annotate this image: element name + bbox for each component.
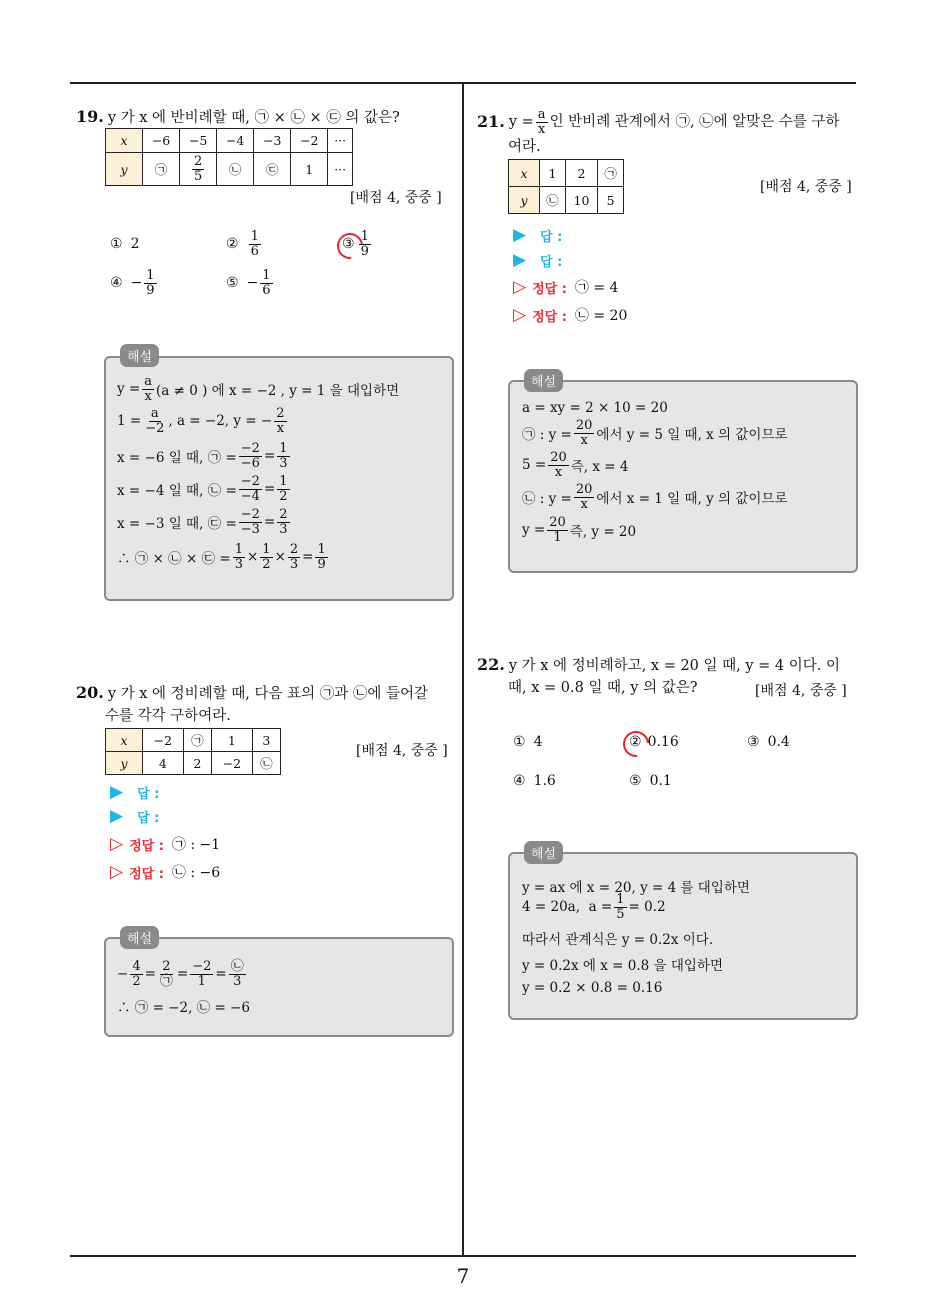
q20-table-cell: 4 <box>143 752 184 775</box>
q20-table-cell: ㉡ <box>252 752 280 775</box>
q21-table-cell: 1 <box>540 160 566 187</box>
q19-table-cell: ··· <box>328 153 353 186</box>
q21-solution-line: ㉠ : y = $\frac{20}{x}$ 에서 y = 5 일 때, x 의 값이므로 <box>522 418 788 448</box>
correct-arrow-icon: ▷ <box>513 305 527 325</box>
q19-solution-line: 1 = $\frac{a}{-2}$ , a = −2, y = − $\frac{2}{x}$ <box>117 406 285 436</box>
q19-solution-line: y = $\frac{a}{x}$ (a ≠ 0 ) 에 x = −2 , y = 1 을 대입하면 <box>117 374 400 404</box>
q21-answer-row: ▶ 답 : <box>513 225 563 245</box>
q19-solution-line: ∴ ㉠ × ㉡ × ㉢ = $\frac{1}{3}$ × $\frac{1}{2}$ × $\frac{2}{3}$ = $\frac{1}{9}$ <box>117 542 326 572</box>
q21-table-cell: ㉡ <box>540 187 566 214</box>
q19-choice-3[interactable]: ③ $\frac{1}{9}$ <box>342 229 369 259</box>
q21-table-cell: 10 <box>565 187 597 214</box>
q20-answer-row: ▶ 답 : <box>110 806 160 826</box>
q21-stem: 21. y = $\frac{a}{x}$ 인 반비례 관계에서 ㉠, ㉡에 알맞은 수를 구하 여라. <box>477 107 840 156</box>
q20-stem <box>76 682 456 727</box>
q20-table-cell: y <box>106 752 143 775</box>
q19-table-cell: ··· <box>328 129 353 153</box>
q22-choice-1[interactable]: ① 4 <box>513 734 543 750</box>
q20-solution-line: ∴ ㉠ = −2, ㉡ = −6 <box>117 1000 250 1016</box>
q19-solution-tag: 해설 <box>120 344 159 367</box>
bottom-rule <box>70 1255 856 1257</box>
q19-stem <box>76 106 400 129</box>
column-divider <box>462 83 464 1256</box>
q22-solution-line: 4 = 20a, a = $\frac{1}{5}$ = 0.2 <box>522 892 666 922</box>
q20-solution-line: − $\frac{4}{2}$ = $\frac{2}{㉠}$ = $\frac{-2}{1}$ = $\frac{㉡}{3}$ <box>117 959 244 989</box>
q19-score: [배점 4, 중중 ] <box>350 190 442 206</box>
q22-choice-3[interactable]: ③ 0.4 <box>747 734 790 750</box>
q21-correct-row: ▷ 정답 : ㉡ = 20 <box>513 305 628 325</box>
q19-table-cell: 1 <box>291 153 328 186</box>
page-number: 7 <box>456 1264 470 1288</box>
q19-table-cell: ㉠ <box>143 153 180 186</box>
q21-score: [배점 4, 중중 ] <box>760 179 852 195</box>
q19-table-cell: ㉢ <box>254 153 291 186</box>
q19-table-cell: −3 <box>254 129 291 153</box>
q20-table-cell: x <box>106 729 143 752</box>
q19-table-cell <box>180 153 217 186</box>
q19-choice-4[interactable]: ④ − $\frac{1}{9}$ <box>110 268 155 298</box>
q21-solution-line: ㉡ : y = $\frac{20}{x}$ 에서 x = 1 일 때, y 의 값이므로 <box>522 482 788 512</box>
q19-table-cell: −4 <box>217 129 254 153</box>
q21-table-cell: x <box>509 160 540 187</box>
q19-number: 19. <box>76 107 104 126</box>
q19-solution-line: x = −4 일 때, ㉡ = $\frac{-2}{-4}$ = $\frac{1}{2}$ <box>117 474 288 504</box>
q22-choice-5[interactable]: ⑤ 0.1 <box>629 773 672 789</box>
q21-table-cell: y <box>509 187 540 214</box>
q20-answer-row: ▶ 답 : <box>110 782 160 802</box>
q19-choice-5[interactable]: ⑤ − $\frac{1}{6}$ <box>226 268 271 298</box>
q21-table-cell: ㉠ <box>598 160 624 187</box>
q20-table-cell: ㉠ <box>183 729 211 752</box>
q22-score: [배점 4, 중중 ] <box>755 683 847 699</box>
q21-solution-tag: 해설 <box>524 369 563 392</box>
q20-table-cell: −2 <box>143 729 184 752</box>
q20-number: 20. <box>76 683 104 702</box>
correct-arrow-icon: ▷ <box>110 834 124 854</box>
q22-number: 22. <box>477 655 505 674</box>
q20-table <box>105 728 281 775</box>
q19-table-cell: y <box>106 153 143 186</box>
q21-correct-row: ▷ 정답 : ㉠ = 4 <box>513 277 619 297</box>
q20-table-cell: −2 <box>211 752 252 775</box>
q21-solution-line: y = $\frac{20}{1}$ 즉, y = 20 <box>522 515 637 545</box>
q20-correct-row: ▷ 정답 : ㉡ : −6 <box>110 862 221 882</box>
q21-answer-row: ▶ 답 : <box>513 250 563 270</box>
q19-solution-line: x = −6 일 때, ㉠ = $\frac{-2}{-6}$ = $\frac{1}{3}$ <box>117 441 288 471</box>
q21-number: 21. <box>477 112 505 132</box>
q21-table-cell: 5 <box>598 187 624 214</box>
q19-table-cell: −2 <box>291 129 328 153</box>
q22-text: 때, x = 0.8 일 때, y 의 값은? <box>508 680 698 696</box>
q21-text: 여라. <box>508 139 541 156</box>
correct-arrow-icon: ▷ <box>110 862 124 882</box>
q22-solution-line: y = 0.2x 에 x = 0.8 을 대입하면 <box>522 958 723 974</box>
answer-arrow-icon: ▶ <box>513 225 527 245</box>
answer-arrow-icon: ▶ <box>513 250 527 270</box>
q20-text: 수를 각각 구하여라. <box>105 708 231 724</box>
q21-solution-line: a = xy = 2 × 10 = 20 <box>522 400 668 416</box>
q19-choice-1[interactable]: ① 2 <box>110 236 140 252</box>
q20-table-cell: 1 <box>211 729 252 752</box>
answer-arrow-icon: ▶ <box>110 782 124 802</box>
q20-correct-row: ▷ 정답 : ㉠ : −1 <box>110 834 221 854</box>
q21-table <box>508 159 624 214</box>
q20-solution-tag: 해설 <box>120 926 159 949</box>
q22-solution-line: 따라서 관계식은 y = 0.2x 이다. <box>522 932 714 948</box>
q20-text: y 가 x 에 정비례할 때, 다음 표의 ㉠과 ㉡에 들어갈 <box>107 686 429 702</box>
q21-solution-line: 5 = $\frac{20}{x}$ 즉, x = 4 <box>522 450 629 480</box>
q19-table-cell: −6 <box>143 129 180 153</box>
q22-text: y 가 x 에 정비례하고, x = 20 일 때, y = 4 이다. 이 <box>508 658 840 674</box>
q19-table-cell: x <box>106 129 143 153</box>
q19-table <box>105 128 353 186</box>
q22-solution-line: y = ax 에 x = 20, y = 4 를 대입하면 <box>522 880 750 896</box>
correct-arrow-icon: ▷ <box>513 277 527 297</box>
q19-fraction: $\frac{2}{5}$ <box>193 153 203 184</box>
q19-table-cell: −5 <box>180 129 217 153</box>
q21-table-cell: 2 <box>565 160 597 187</box>
q19-table-cell: ㉡ <box>217 153 254 186</box>
q20-table-cell: 3 <box>252 729 280 752</box>
q20-table-cell: 2 <box>183 752 211 775</box>
q22-choice-4[interactable]: ④ 1.6 <box>513 773 556 789</box>
q22-solution-line: y = 0.2 × 0.8 = 0.16 <box>522 980 663 996</box>
q22-solution-tag: 해설 <box>524 841 563 864</box>
q20-score: [배점 4, 중중 ] <box>356 743 448 759</box>
answer-arrow-icon: ▶ <box>110 806 124 826</box>
q19-choice-2[interactable]: ② $\frac{1}{6}$ <box>226 229 259 259</box>
q22-choice-2[interactable]: ② 0.16 <box>629 734 679 750</box>
q19-solution-line: x = −3 일 때, ㉢ = $\frac{-2}{-3}$ = $\frac{2}{3}$ <box>117 507 288 537</box>
q19-text: y 가 x 에 반비례할 때, ㉠ × ㉡ × ㉢ 의 값은? <box>107 110 400 126</box>
